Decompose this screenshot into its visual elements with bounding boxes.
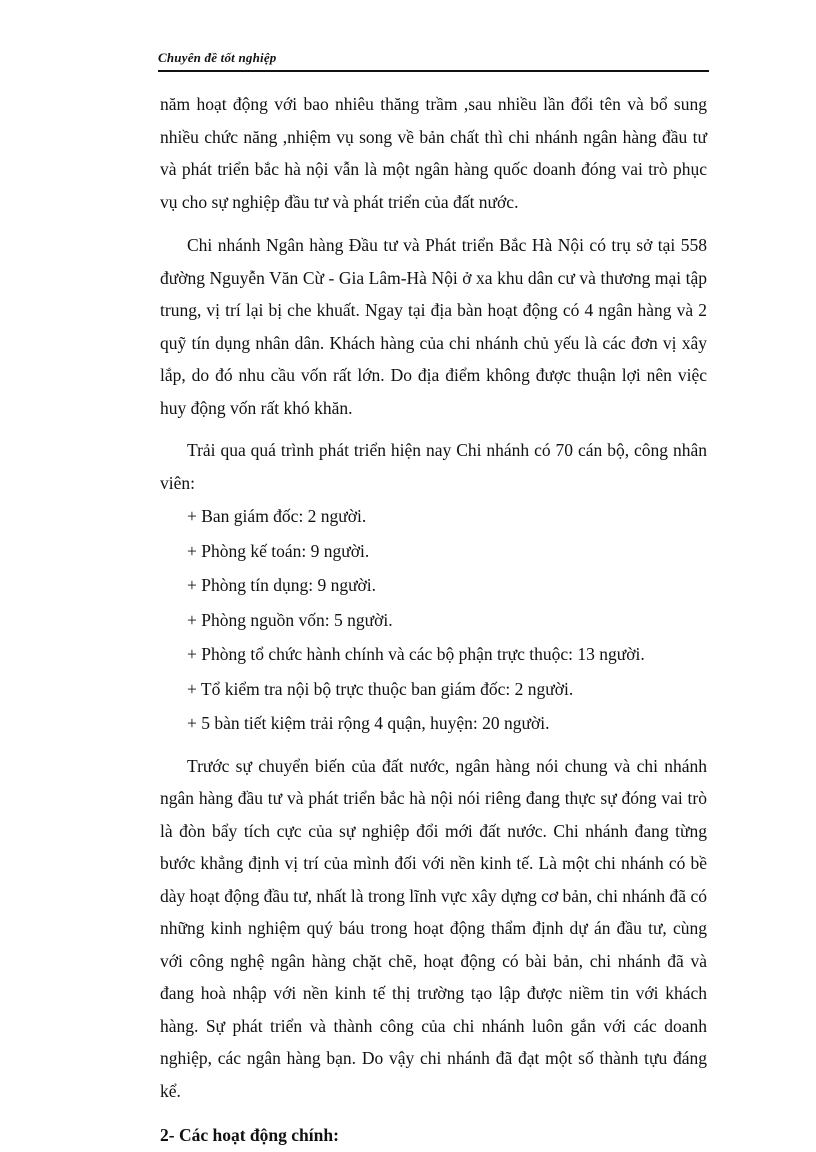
- header-title: Chuyên đề tốt nghiệp: [158, 50, 277, 65]
- staff-list: [160, 499, 707, 741]
- paragraph-staff-intro: Trải qua quá trình phát triển hiện nay Chi nhánh có 70 cán bộ, công nhân viên:: [160, 440, 707, 493]
- list-item: + Phòng kế toán: 9 người.: [187, 540, 370, 561]
- paragraph-location: Chi nhánh Ngân hàng Đầu tư và Phát triển Bắc Hà Nội có trụ sở tại 558 đường Nguyễn Văn Cừ - Gia Lâm-Hà Nội ở xa khu dân cư và thương mại tập trung, vị trí lại bị che khuất. Ngay tại địa bàn hoạt động có 4 ngân hàng và 2 quỹ tín dụng nhân dân. Khách hàng của chi nhánh chủ yếu là các đơn vị xây lắp, do đó nhu cầu vốn rất lớn. Do địa điểm không được thuận lợi nên việc huy động vốn rất khó khăn.: [160, 235, 707, 418]
- page-header: [158, 48, 709, 72]
- list-item: + Ban giám đốc: 2 người.: [187, 506, 367, 526]
- list-item: + Phòng tín dụng: 9 người.: [187, 575, 377, 595]
- list-item: + Phòng nguồn vốn: 5 người.: [187, 609, 393, 630]
- list-item: + Tổ kiểm tra nội bộ trực thuộc ban giám đốc: 2 người.: [187, 678, 574, 699]
- document-body: [160, 88, 707, 1152]
- paragraph-history: năm hoạt động với bao nhiêu thăng trầm ,sau nhiều lần đổi tên và bổ sung nhiều chức năng ,nhiệm vụ song về bản chất thì chi nhánh ngân hàng đầu tư và phát triển bắc hà nội vẫn là một ngân hàng quốc doanh đóng vai trò phục vụ cho sự nghiệp đầu tư và phát triển của đất nước.: [160, 94, 707, 212]
- section-heading: 2- Các hoạt động chính:: [160, 1125, 339, 1145]
- list-item: + 5 bàn tiết kiệm trải rộng 4 quận, huyện: 20 người.: [187, 713, 550, 733]
- paragraph-development: Trước sự chuyển biến của đất nước, ngân hàng nói chung và chi nhánh ngân hàng đầu tư và phát triển bắc hà nội nói riêng đang thực sự đóng vai trò là đòn bẩy tích cực của sự nghiệp đổi mới đất nước. Chi nhánh đang từng bước khẳng định vị trí của mình đối với nền kinh tế. Là một chi nhánh có bề dày hoạt động đầu tư, nhất là trong lĩnh vực xây dựng cơ bản, chi nhánh đã có những kinh nghiệm quý báu trong hoạt động thẩm định dự án đầu tư, cùng với công nghệ ngân hàng chặt chẽ, hoạt động có bài bản, chi nhánh đã và đang hoà nhập với nền kinh tế thị trường tạo lập được niềm tin với khách hàng. Sự phát triển và thành công của chi nhánh luôn gắn với các doanh nghiệp, các ngân hàng bạn. Do vậy chi nhánh đã đạt một số thành tựu đáng kể.: [160, 755, 707, 1101]
- list-item: + Phòng tổ chức hành chính và các bộ phận trực thuộc: 13 người.: [187, 644, 645, 664]
